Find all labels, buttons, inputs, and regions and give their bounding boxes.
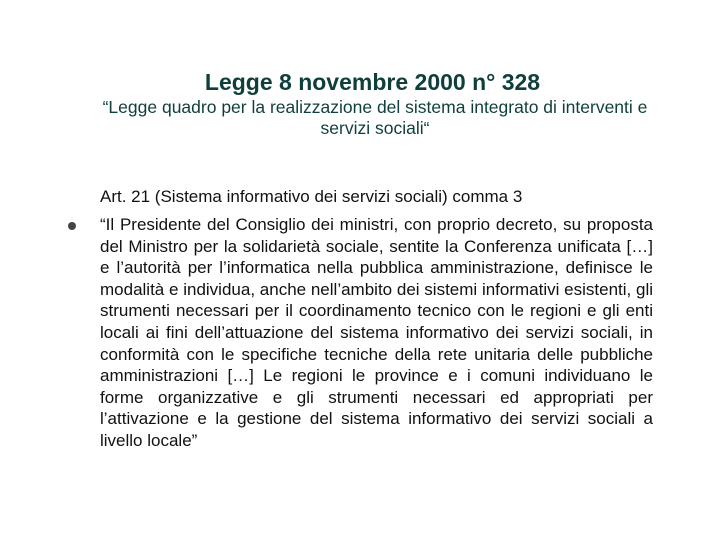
bullet-icon [68,222,76,230]
article-heading: Art. 21 (Sistema informativo dei servizi sociali) comma 3 [100,187,523,206]
slide-title: Legge 8 novembre 2000 n° 328 [204,69,541,95]
article-quote: “Il Presidente del Consiglio dei ministri, con proprio decreto, su proposta del Ministro per la solidarietà sociale, sentite la Conferenza unificata […] e l’autorità per l’informatica nella pubblica amministrazione, definisce le modalità e individua, anche nell’ambito dei sistemi informativi esistenti, gli strumenti necessari per il coordinamento tecnico con le regioni e gli enti locali ai fini dell’attuazione del sistema informativo dei servizi sociali, in conformità con le specifiche tecniche della rete unitaria delle pubbliche amministrazioni […] Le regioni le province e i comuni individuano le forme organizzative e gli strumenti necessari ed appropriati per l’attivazione e la gestione del sistema informativo dei servizi sociali a livello locale” [100,215,653,450]
slide-subtitle: “Legge quadro per la realizzazione del sistema integrato di interventi e servizi sociali“ [102,97,648,138]
